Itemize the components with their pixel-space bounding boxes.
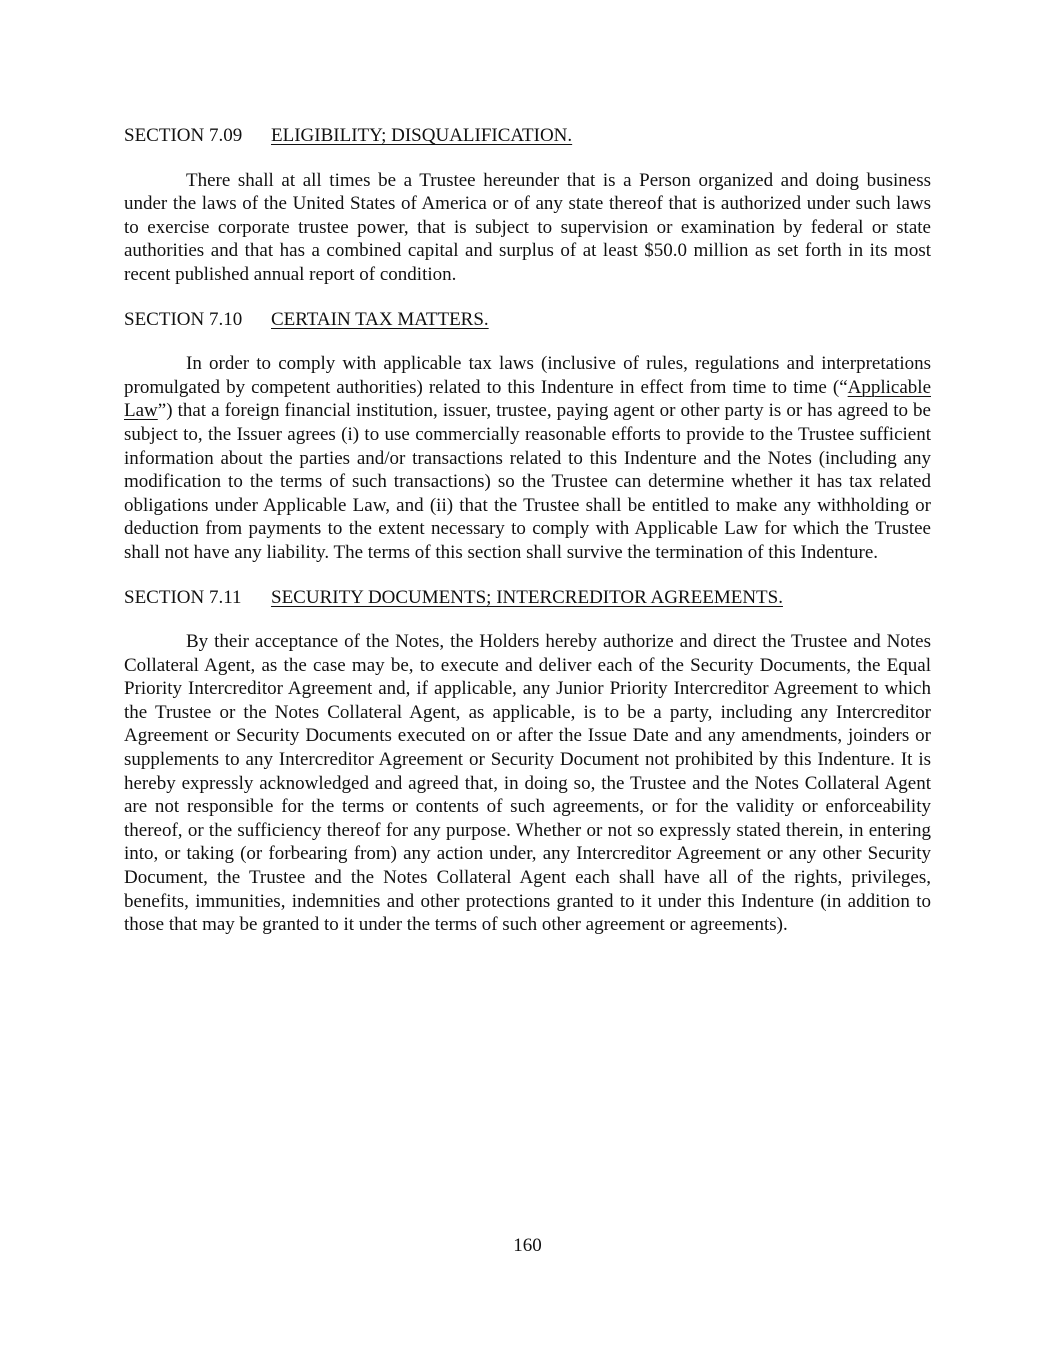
section-heading-7-11 [124,586,931,610]
section-body-7-09: There shall at all times be a Trustee hereunder that is a Person organized and doing business under the laws of the United States of America or of any state thereof that is authorized under such laws to exercise corporate trustee power, that is subject to supervision or examination by federal or state authorities and that has a combined capital and surplus of at least $50.0 million as set forth in its most recent published annual report of condition. [124,169,931,285]
section-heading-7-10 [124,308,931,332]
body-text: ”) that a foreign financial institution, issuer, trustee, paying agent or other party is or has agreed to be subject to, the Issuer agrees (i) to use commercially reasonable efforts to provide to the Trustee sufficient information about the parties and/or transactions related to this Indenture and the Notes (including any modification to the terms of such transactions) so the Trustee can determine whether it has tax related obligations under Applicable Law, and (ii) that the Trustee shall be entitled to make any withholding or deduction from payments to the extent necessary to comply with Applicable Law for which the Trustee shall not have any liability. The terms of this section shall survive the termination of this Indenture. [124,400,931,563]
section-title: ELIGIBILITY; DISQUALIFICATION. [271,125,573,146]
section-title: SECURITY DOCUMENTS; INTERCREDITOR AGREEMENTS. [271,586,783,608]
section-number: SECTION 7.11 [124,586,242,608]
section-body-7-11: By their acceptance of the Notes, the Holders hereby authorize and direct the Trustee and Notes Collateral Agent, as the case may be, to execute and deliver each of the Security Documents, the Equal Priority Intercreditor Agreement and, if applicable, any Junior Priority Intercreditor Agreement to which the Trustee or the Notes Collateral Agent, as applicable, is to be a party, including any Intercreditor Agreement or Security Documents executed on or after the Issue Date and any amendments, joinders or supplements to any Intercreditor Agreement or Security Document not prohibited by this Indenture. It is hereby expressly acknowledged and agreed that, in doing so, the Trustee and the Notes Collateral Agent are not responsible for the terms or contents of such agreements, or for the validity or enforceability thereof, or the sufficiency thereof for any purpose. Whether or not so expressly stated therein, in entering into, or taking (or forbearing from) any action under, any Intercreditor Agreement or any other Security Document, the Trustee and the Notes Collateral Agent each shall have all of the rights, privileges, benefits, immunities, indemnities and other protections granted to it under this Indenture (in addition to those that may be granted to it under the terms of such other agreement or agreements). [124,631,931,936]
defined-term: Applicable Law [124,376,931,422]
section-heading-7-09 [124,124,931,148]
page-number: 160 [513,1235,542,1256]
document-page [124,124,931,937]
section-number: SECTION 7.10 [124,308,243,330]
section-title: CERTAIN TAX MATTERS. [271,308,489,330]
section-body-7-10 [124,352,931,564]
section-number: SECTION 7.09 [124,125,243,146]
body-text: In order to comply with applicable tax laws (inclusive of rules, regulations and interpretations promulgated by competent authorities) related to this Indenture in effect from time to time (“ [124,353,931,398]
